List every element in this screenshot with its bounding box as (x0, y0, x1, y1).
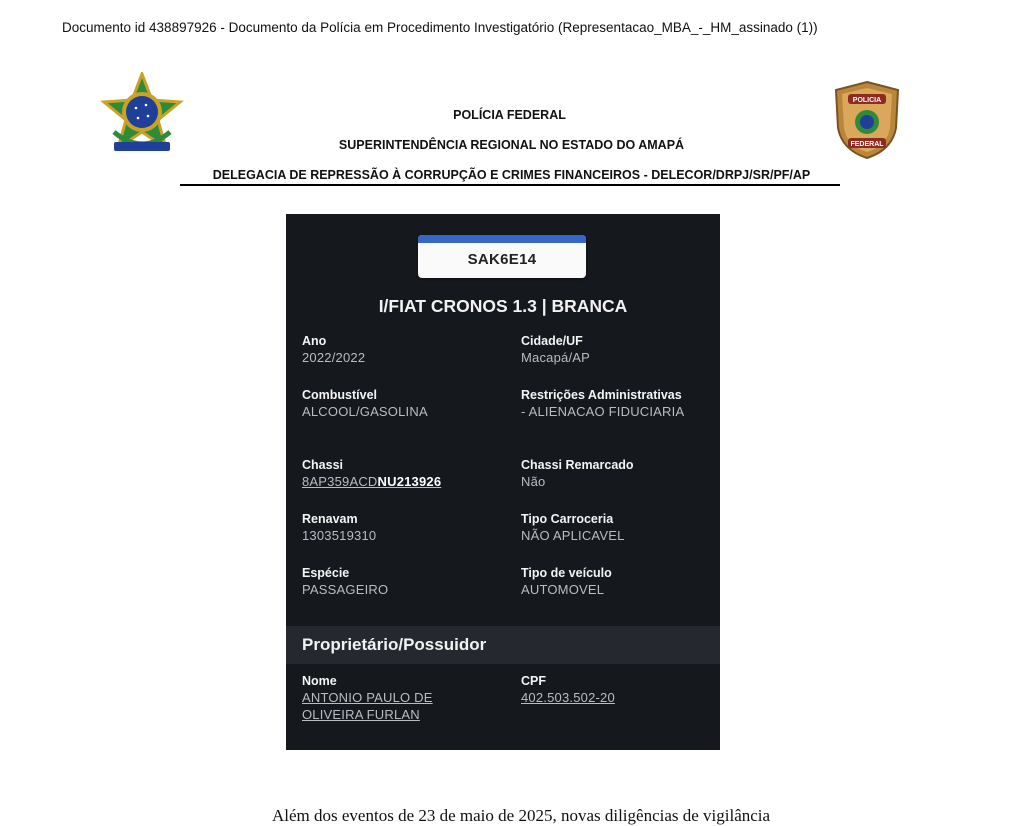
field-label: Chassi (302, 458, 343, 472)
field-label: Tipo Carroceria (521, 512, 614, 526)
header-line-superintendency: SUPERINTENDÊNCIA REGIONAL NO ESTADO DO AMAPÁ (338, 138, 685, 152)
field-value: Não (521, 474, 546, 489)
plate-number: SAK6E14 (467, 251, 537, 268)
field-label: Renavam (302, 512, 358, 526)
field-tipo-veiculo (521, 565, 720, 598)
cpf-link[interactable]: 402.503.502-20 (521, 690, 615, 705)
vehicle-title: I/FIAT CRONOS 1.3 | BRANCA (378, 296, 628, 316)
field-value: PASSAGEIRO (302, 582, 389, 597)
field-value: 1303519310 (302, 528, 377, 543)
field-label: CPF (521, 674, 546, 688)
owner-name-line2[interactable]: OLIVEIRA FURLAN (302, 707, 420, 722)
chassi-link[interactable] (302, 473, 502, 490)
policia-federal-badge-icon (832, 80, 902, 160)
svg-text:FEDERAL: FEDERAL (850, 141, 884, 148)
field-label: Espécie (302, 566, 350, 580)
field-cpf (521, 673, 720, 706)
field-label: Combustível (302, 388, 378, 402)
chassi-prefix: 8AP359ACD (302, 474, 378, 489)
field-value: ALCOOL/GASOLINA (302, 404, 428, 419)
owner-section-header (286, 626, 720, 664)
field-cidade-uf (521, 333, 720, 366)
license-plate (418, 235, 586, 278)
header-rule (180, 184, 840, 186)
field-nome (302, 673, 502, 723)
field-label: Cidade/UF (521, 334, 583, 348)
field-value: AUTOMOVEL (521, 582, 605, 597)
field-combustivel (302, 387, 502, 420)
field-value: NÃO APLICAVEL (521, 528, 625, 543)
chassi-suffix: NU213926 (377, 474, 442, 489)
field-value: - ALIENACAO FIDUCIARIA (521, 404, 685, 419)
field-value: Macapá/AP (521, 350, 591, 365)
header-line-delegacia: DELEGACIA DE REPRESSÃO À CORRUPÇÃO E CRIMES FINANCEIROS - DELECOR/DRPJ/SR/PF/AP (212, 168, 811, 182)
field-ano (302, 333, 502, 366)
field-label: Restrições Administrativas (521, 388, 682, 402)
field-especie (302, 565, 502, 598)
field-label: Ano (302, 334, 327, 348)
field-label: Chassi Remarcado (521, 458, 634, 472)
owner-name-line1[interactable]: ANTONIO PAULO DE (302, 690, 433, 705)
field-renavam (302, 511, 502, 544)
field-tipo-carroceria (521, 511, 720, 544)
owner-section-title: Proprietário/Possuidor (302, 635, 487, 654)
document-id-line: Documento id 438897926 - Documento da Polícia em Procedimento Investigatório (Representacao_MBA_-_HM_assinado (1)) (62, 20, 818, 35)
svg-text:POLICIA: POLICIA (852, 97, 882, 104)
field-chassi-remarcado (521, 457, 720, 490)
vehicle-record-screenshot (286, 214, 720, 750)
field-label: Nome (302, 674, 337, 688)
plate-band (418, 235, 586, 243)
field-restricoes (521, 387, 720, 420)
field-value: 2022/2022 (302, 350, 366, 365)
body-paragraph-start: Além dos eventos de 23 de maio de 2025, novas diligências de vigilância (272, 806, 771, 825)
header-line-agency: POLÍCIA FEDERAL (453, 108, 566, 122)
field-label: Tipo de veículo (521, 566, 612, 580)
field-chassi (302, 457, 502, 490)
